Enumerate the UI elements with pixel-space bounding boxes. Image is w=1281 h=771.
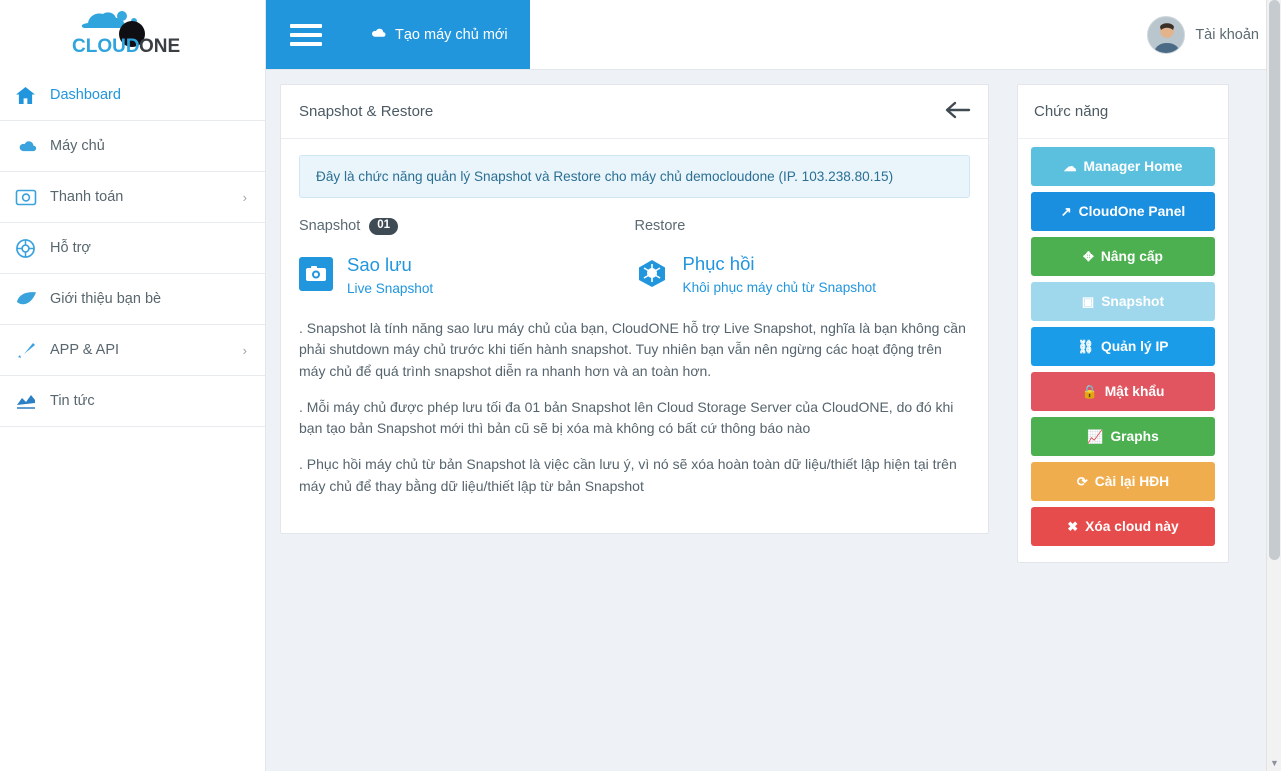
refresh-icon: ⟳ bbox=[1076, 474, 1088, 489]
info-alert: Đây là chức năng quản lý Snapshot và Restore cho máy chủ democloudone (IP. 103.238.80.15) bbox=[299, 155, 970, 198]
camera-icon bbox=[299, 257, 333, 291]
topbar-spacer bbox=[530, 0, 1148, 69]
account-label: Tài khoản bbox=[1195, 26, 1259, 43]
arrow-left-icon[interactable] bbox=[944, 101, 970, 123]
restore-column bbox=[635, 218, 971, 296]
snapshot-restore-card bbox=[280, 84, 989, 534]
cloud-icon bbox=[369, 27, 387, 43]
create-server-button[interactable] bbox=[346, 0, 530, 69]
sidebar-item-app-api[interactable] bbox=[0, 325, 265, 376]
function-label: Manager Home bbox=[1083, 159, 1183, 174]
cloudone-logo-mark bbox=[60, 7, 210, 63]
card-header bbox=[281, 85, 988, 139]
avatar bbox=[1147, 16, 1185, 54]
brand-logo[interactable] bbox=[0, 0, 265, 70]
leaf-icon bbox=[16, 291, 50, 307]
scrollbar-thumb[interactable] bbox=[1269, 0, 1280, 560]
arrows-alt-icon: ✥ bbox=[1082, 249, 1094, 264]
scroll-down-arrow[interactable]: ▼ bbox=[1270, 758, 1279, 768]
functions-title: Chức năng bbox=[1018, 85, 1228, 139]
function-manager-home-button[interactable] bbox=[1031, 147, 1215, 186]
restore-icon bbox=[635, 256, 669, 290]
sidebar-item-label: Thanh toán bbox=[50, 189, 124, 205]
hamburger-icon bbox=[290, 19, 322, 51]
lock-icon: 🔒 bbox=[1081, 384, 1098, 399]
home-icon bbox=[16, 87, 50, 104]
restore-title-label: Restore bbox=[634, 218, 686, 234]
function-upgrade-button[interactable] bbox=[1031, 237, 1215, 276]
status-badge: 01 bbox=[369, 218, 398, 235]
function-cloudone-panel-button[interactable] bbox=[1031, 192, 1215, 231]
main-area bbox=[266, 70, 1281, 771]
logo-svg bbox=[60, 7, 210, 63]
chart-icon bbox=[16, 393, 50, 409]
snapshot-column bbox=[299, 218, 635, 296]
functions-list bbox=[1018, 139, 1228, 562]
snapshot-action[interactable] bbox=[299, 253, 635, 296]
snapshot-restore-columns bbox=[299, 218, 970, 296]
function-label: Cài lại HĐH bbox=[1094, 474, 1170, 489]
avatar-image bbox=[1148, 17, 1185, 54]
snapshot-section-title bbox=[299, 218, 635, 235]
sidebar-item-dashboard[interactable] bbox=[0, 70, 265, 121]
svg-text:CLOUD: CLOUD bbox=[71, 36, 140, 57]
content-column bbox=[266, 0, 1281, 771]
function-label: Graphs bbox=[1110, 429, 1159, 444]
sidebar-item-tin-tuc[interactable] bbox=[0, 376, 265, 427]
sidebar-item-may-chu[interactable] bbox=[0, 121, 265, 172]
times-icon: ✖ bbox=[1067, 519, 1079, 534]
camera-icon: ▣ bbox=[1081, 294, 1095, 309]
page-title: Snapshot & Restore bbox=[299, 103, 434, 120]
function-label: Mật khẩu bbox=[1104, 384, 1165, 399]
line-chart-icon: 📈 bbox=[1087, 429, 1104, 444]
restore-action[interactable] bbox=[635, 252, 971, 295]
function-reinstall-os-button[interactable] bbox=[1031, 462, 1215, 501]
restore-sublink[interactable]: Khôi phục máy chủ từ Snapshot bbox=[682, 280, 876, 296]
sidebar-item-label: Tin tức bbox=[50, 393, 95, 409]
lifebuoy-icon bbox=[16, 239, 50, 258]
cloud-icon: ☁ bbox=[1063, 159, 1077, 174]
restore-link[interactable]: Phục hồi bbox=[682, 253, 755, 274]
cloud-icon bbox=[16, 139, 50, 154]
sidebar bbox=[0, 0, 266, 771]
page-scrollbar[interactable] bbox=[1266, 0, 1281, 771]
restore-section-title bbox=[635, 218, 971, 234]
snapshot-backup-sublink[interactable]: Live Snapshot bbox=[347, 280, 434, 296]
function-label: Xóa cloud này bbox=[1085, 519, 1179, 534]
notes-block bbox=[299, 318, 970, 498]
sidebar-item-label: Máy chủ bbox=[50, 138, 105, 154]
function-graphs-button[interactable] bbox=[1031, 417, 1215, 456]
topbar bbox=[266, 0, 1281, 70]
chevron-right-icon: › bbox=[242, 342, 247, 358]
account-menu[interactable] bbox=[1147, 0, 1281, 69]
note-text: . Phục hồi máy chủ từ bản Snapshot là việc cần lưu ý, vì nó sẽ xóa hoàn toàn dữ liệu/thiết lập hiện tại trên máy chủ để thay bằng dữ liệu/thiết lập từ bản Snapshot bbox=[299, 456, 957, 494]
function-label: Quản lý IP bbox=[1101, 339, 1169, 354]
sidebar-item-label: Hỗ trợ bbox=[50, 240, 91, 256]
sitemap-icon: ⛓ bbox=[1077, 339, 1095, 354]
menu-toggle-button[interactable] bbox=[266, 0, 346, 69]
sidebar-item-gioi-thieu-ban-be[interactable] bbox=[0, 274, 265, 325]
function-password-button[interactable] bbox=[1031, 372, 1215, 411]
svg-text:ONE: ONE bbox=[138, 36, 180, 57]
create-server-label: Tạo máy chủ mới bbox=[395, 26, 508, 43]
money-icon bbox=[16, 190, 50, 205]
function-snapshot-button[interactable] bbox=[1031, 282, 1215, 321]
sidebar-item-thanh-toan[interactable] bbox=[0, 172, 265, 223]
function-label: Snapshot bbox=[1101, 294, 1165, 309]
plug-icon bbox=[16, 341, 50, 359]
note-text: . Snapshot là tính năng sao lưu máy chủ của bạn, CloudONE hỗ trợ Live Snapshot, nghĩa là bạn không cần phải shutdown máy chủ trước khi tiến hành snapshot. Tuy nhiên bạn vẫn nên ngừng các hoạt động trên máy chủ để quá trình snapshot diễn ra nhanh hơn và an toàn hơn. bbox=[299, 319, 966, 379]
external-link-icon: ↗ bbox=[1060, 204, 1072, 219]
function-delete-cloud-button[interactable] bbox=[1031, 507, 1215, 546]
card-body bbox=[281, 139, 988, 533]
sidebar-item-label: APP & API bbox=[50, 342, 120, 358]
snapshot-title-label: Snapshot bbox=[299, 218, 361, 235]
note-text: . Mỗi máy chủ được phép lưu tối đa 01 bản Snapshot lên Cloud Storage Server của CloudONE, do đó khi bạn tạo bản Snapshot mới thì bản cũ sẽ bị xóa mà không có bất cứ thông báo nào bbox=[299, 398, 954, 437]
function-label: Nâng cấp bbox=[1100, 249, 1163, 264]
sidebar-item-ho-tro[interactable] bbox=[0, 223, 265, 274]
functions-panel bbox=[1017, 84, 1229, 563]
snapshot-backup-link[interactable]: Sao lưu bbox=[347, 253, 412, 275]
sidebar-item-label: Dashboard bbox=[50, 87, 121, 103]
sidebar-item-label: Giới thiệu bạn bè bbox=[50, 291, 162, 307]
function-label: CloudOne Panel bbox=[1078, 204, 1186, 219]
function-ip-manager-button[interactable] bbox=[1031, 327, 1215, 366]
chevron-right-icon: › bbox=[242, 189, 247, 205]
